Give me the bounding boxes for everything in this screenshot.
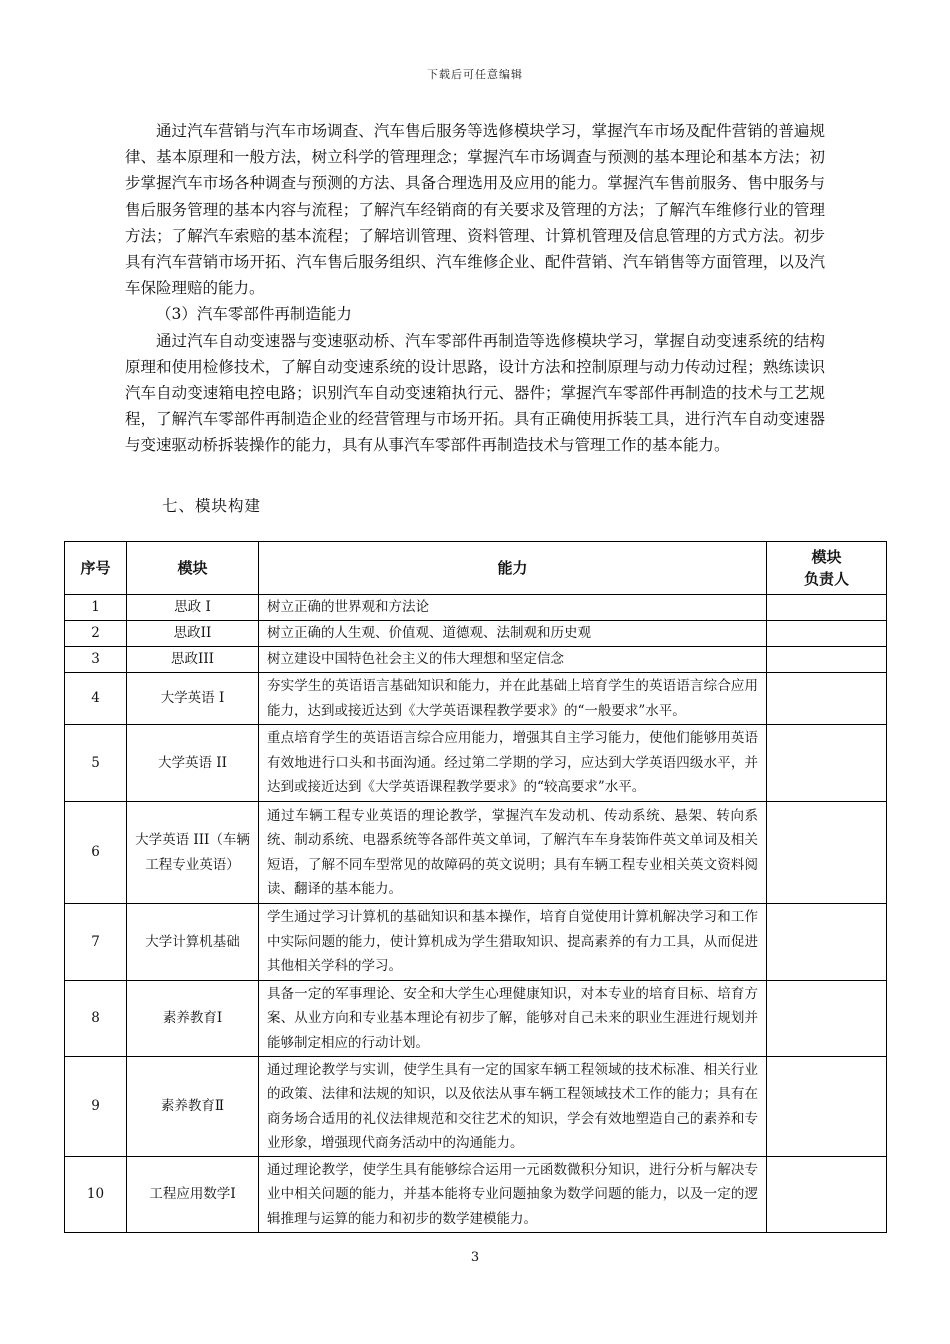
- row-module: 大学英语 III（车辆工程专业英语）: [127, 802, 259, 904]
- row-num: 3: [65, 647, 127, 673]
- row-num: 2: [65, 621, 127, 647]
- row-module: 大学计算机基础: [127, 904, 259, 981]
- table-row: [65, 595, 887, 621]
- row-module: 工程应用数学Ⅰ: [127, 1157, 259, 1233]
- row-capability: 夯实学生的英语语言基础知识和能力，并在此基础上培育学生的英语语言综合应用能力，达到或接近达到《大学英语课程教学要求》的“一般要求”水平。: [259, 673, 767, 725]
- row-module: 思政II: [127, 621, 259, 647]
- row-owner: [767, 621, 887, 647]
- table-row: [65, 621, 887, 647]
- row-module: 素养教育Ⅱ: [127, 1057, 259, 1157]
- row-capability: 通过车辆工程专业英语的理论教学，掌握汽车发动机、传动系统、悬架、转向系统、制动系统、电器系统等各部件英文单词，了解汽车车身装饰件英文单词及相关短语，了解不同车型常见的故障码的英文说明；具有车辆工程专业相关英文资料阅读、翻译的基本能力。: [259, 802, 767, 904]
- row-module: 素养教育Ⅰ: [127, 981, 259, 1057]
- row-owner: [767, 673, 887, 725]
- table-row: [65, 904, 887, 981]
- row-capability: 重点培育学生的英语语言综合应用能力，增强其自主学习能力，使他们能够用英语有效地进行口头和书面沟通。经过第二学期的学习，应达到大学英语四级水平，并达到或接近达到《大学英语课程教学要求》的“较高要求”水平。: [259, 725, 767, 802]
- row-num: 6: [65, 802, 127, 904]
- row-owner: [767, 802, 887, 904]
- row-capability: 通过理论教学与实训，使学生具有一定的国家车辆工程领域的技术标准、相关行业的政策、法律和法规的知识，以及依法从事车辆工程领域技术工作的能力；具有在商务场合适用的礼仪法律规范和交往艺术的知识，学会有效地塑造自己的素养和专业形象，增强现代商务活动中的沟通能力。: [259, 1057, 767, 1157]
- row-num: 1: [65, 595, 127, 621]
- row-num: 7: [65, 904, 127, 981]
- row-capability: 具备一定的军事理论、安全和大学生心理健康知识，对本专业的培育目标、培育方案、从业方向和专业基本理论有初步了解，能够对自己未来的职业生涯进行规划并能够制定相应的行动计划。: [259, 981, 767, 1057]
- paragraph: 通过汽车自动变速器与变速驱动桥、汽车零部件再制造等选修模块学习，掌握自动变速系统的结构原理和使用检修技术，了解自动变速系统的设计思路，设计方法和控制原理与动力传动过程；熟练读识汽车自动变速箱电控电路；识别汽车自动变速箱执行元、器件；掌握汽车零部件再制造的技术与工艺规程，了解汽车零部件再制造企业的经营管理与市场开拓。具有正确使用拆装工具，进行汽车自动变速器与变速驱动桥拆装操作的能力，具有从事汽车零部件再制造技术与管理工作的基本能力。: [125, 331, 825, 455]
- row-module: 大学英语 I: [127, 673, 259, 725]
- row-capability: 学生通过学习计算机的基础知识和基本操作，培育自觉使用计算机解决学习和工作中实际问题的能力，使计算机成为学生猎取知识、提高素养的有力工具，从而促进其他相关学科的学习。: [259, 904, 767, 981]
- row-num: 5: [65, 725, 127, 802]
- table-row: [65, 673, 887, 725]
- header-owner-line1: 模块: [811, 548, 842, 566]
- paragraph: 通过汽车营销与汽车市场调查、汽车售后服务等选修模块学习，掌握汽车市场及配件营销的普遍规律、基本原理和一般方法，树立科学的管理理念；掌握汽车市场调查与预测的基本理论和基本方法；初步掌握汽车市场各种调查与预测的方法、具备合理选用及应用的能力。掌握汽车售前服务、售中服务与售后服务管理的基本内容与流程；了解汽车经销商的有关要求及管理的方法；了解汽车维修行业的管理方法；了解汽车索赔的基本流程；了解培训管理、资料管理、计算机管理及信息管理的方式方法。初步具有汽车营销市场开拓、汽车售后服务组织、汽车维修企业、配件营销、汽车销售等方面管理，以及汽车保险理赔的能力。: [125, 122, 825, 298]
- row-capability: 树立建设中国特色社会主义的伟大理想和坚定信念: [259, 647, 767, 673]
- page-header: 下载后可任意编辑: [427, 68, 523, 81]
- row-owner: [767, 1157, 887, 1233]
- header-owner: [767, 542, 887, 595]
- header-capability: 能力: [259, 542, 767, 595]
- row-capability: 通过理论教学，使学生具有能够综合运用一元函数微积分知识，进行分析与解决专业中相关问题的能力，并基本能将专业问题抽象为数学问题的能力，以及一定的逻辑推理与运算的能力和初步的数学建模能力。: [259, 1157, 767, 1233]
- header-num: 序号: [65, 542, 127, 595]
- row-capability: 树立正确的人生观、价值观、道德观、法制观和历史观: [259, 621, 767, 647]
- row-owner: [767, 904, 887, 981]
- row-module: 大学英语 II: [127, 725, 259, 802]
- row-owner: [767, 725, 887, 802]
- table-row: [65, 802, 887, 904]
- table-row: [65, 1057, 887, 1157]
- body-text: [125, 118, 825, 459]
- row-owner: [767, 1057, 887, 1157]
- row-module: 思政III: [127, 647, 259, 673]
- header-module: 模块: [127, 542, 259, 595]
- header-owner-line2: 负责人: [803, 570, 849, 588]
- table-row: [65, 1157, 887, 1233]
- table-header-row: [65, 542, 887, 595]
- table-row: [65, 981, 887, 1057]
- row-num: 10: [65, 1157, 127, 1233]
- row-owner: [767, 647, 887, 673]
- table-row: [65, 647, 887, 673]
- row-num: 9: [65, 1057, 127, 1157]
- table-row: [65, 725, 887, 802]
- row-owner: [767, 595, 887, 621]
- row-capability: 树立正确的世界观和方法论: [259, 595, 767, 621]
- module-table: [64, 541, 887, 1233]
- subheading: （3）汽车零部件再制造能力: [156, 305, 352, 324]
- section-title: 七、模块构建: [162, 497, 262, 515]
- row-owner: [767, 981, 887, 1057]
- page-number: 3: [470, 1250, 480, 1265]
- row-num: 8: [65, 981, 127, 1057]
- row-module: 思政 I: [127, 595, 259, 621]
- row-num: 4: [65, 673, 127, 725]
